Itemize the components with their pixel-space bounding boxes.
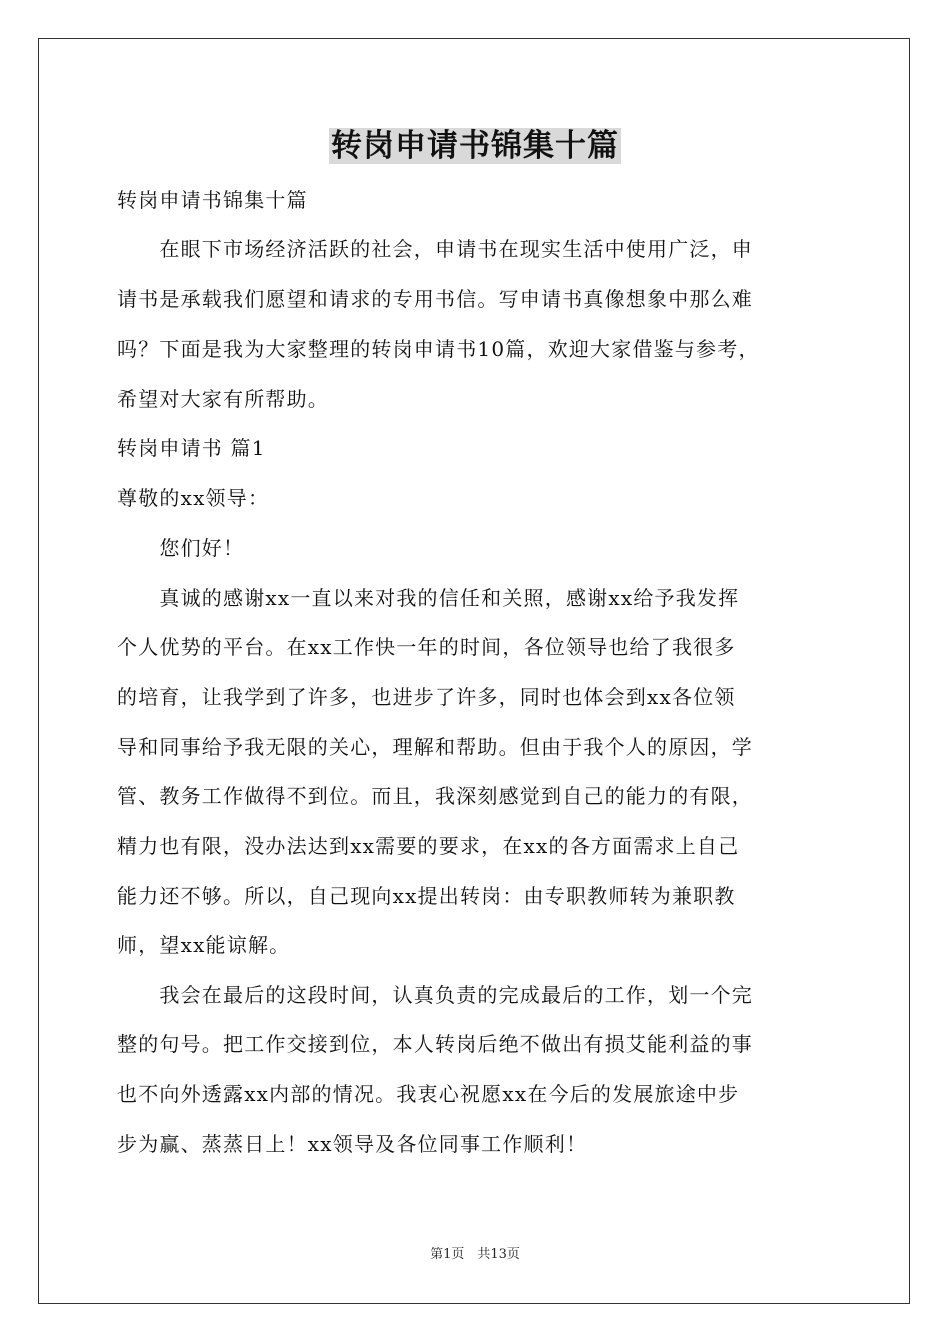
salutation: 尊敬的xx领导：	[117, 486, 270, 510]
body-line: 的培育，让我学到了许多，也进步了许多，同时也体会到xx各位领	[117, 685, 736, 709]
page-border	[38, 38, 910, 1304]
body-line: 管、教务工作做得不到位。而且，我深刻感觉到自己的能力的有限，	[117, 784, 753, 808]
body-line: 导和同事给予我无限的关心，理解和帮助。但由于我个人的原因，学	[117, 735, 753, 759]
document-title-text: 转岗申请书锦集十篇	[331, 128, 619, 164]
body-line: 也不向外透露xx内部的情况。我衷心祝愿xx在今后的发展旅途中步	[117, 1082, 740, 1106]
body-line: 步为赢、蒸蒸日上！xx领导及各位同事工作顺利！	[117, 1132, 588, 1156]
body-line: 能力还不够。所以，自己现向xx提出转岗：由专职教师转为兼职教	[117, 884, 736, 908]
section-heading: 转岗申请书 篇1	[117, 436, 266, 460]
body-line: 整的句号。把工作交接到位，本人转岗后绝不做出有损艾能利益的事	[117, 1032, 753, 1056]
body-line: 请书是承载我们愿望和请求的专用书信。写申请书真像想象中那么难	[117, 287, 753, 311]
body-line: 在眼下市场经济活跃的社会，申请书在现实生活中使用广泛，申	[117, 237, 753, 261]
body-line: 精力也有限，没办法达到xx需要的要求，在xx的各方面需求上自己	[117, 834, 740, 858]
body-line: 吗？下面是我为大家整理的转岗申请书10篇，欢迎大家借鉴与参考，	[117, 337, 760, 361]
page-footer	[0, 1246, 950, 1264]
body-line: 师，望xx能谅解。	[117, 933, 291, 957]
document-title	[0, 126, 950, 166]
page-number: 第1页 共13页	[430, 1247, 520, 1262]
body-line: 我会在最后的这段时间，认真负责的完成最后的工作，划一个完	[117, 983, 753, 1007]
subtitle-line: 转岗申请书锦集十篇	[117, 188, 308, 212]
body-line: 真诚的感谢xx一直以来对我的信任和关照，感谢xx给予我发挥	[117, 586, 740, 610]
body-line: 希望对大家有所帮助。	[117, 387, 329, 411]
greeting: 您们好！	[117, 536, 245, 560]
body-line: 个人优势的平台。在xx工作快一年的时间，各位领导也给了我很多	[117, 635, 736, 659]
